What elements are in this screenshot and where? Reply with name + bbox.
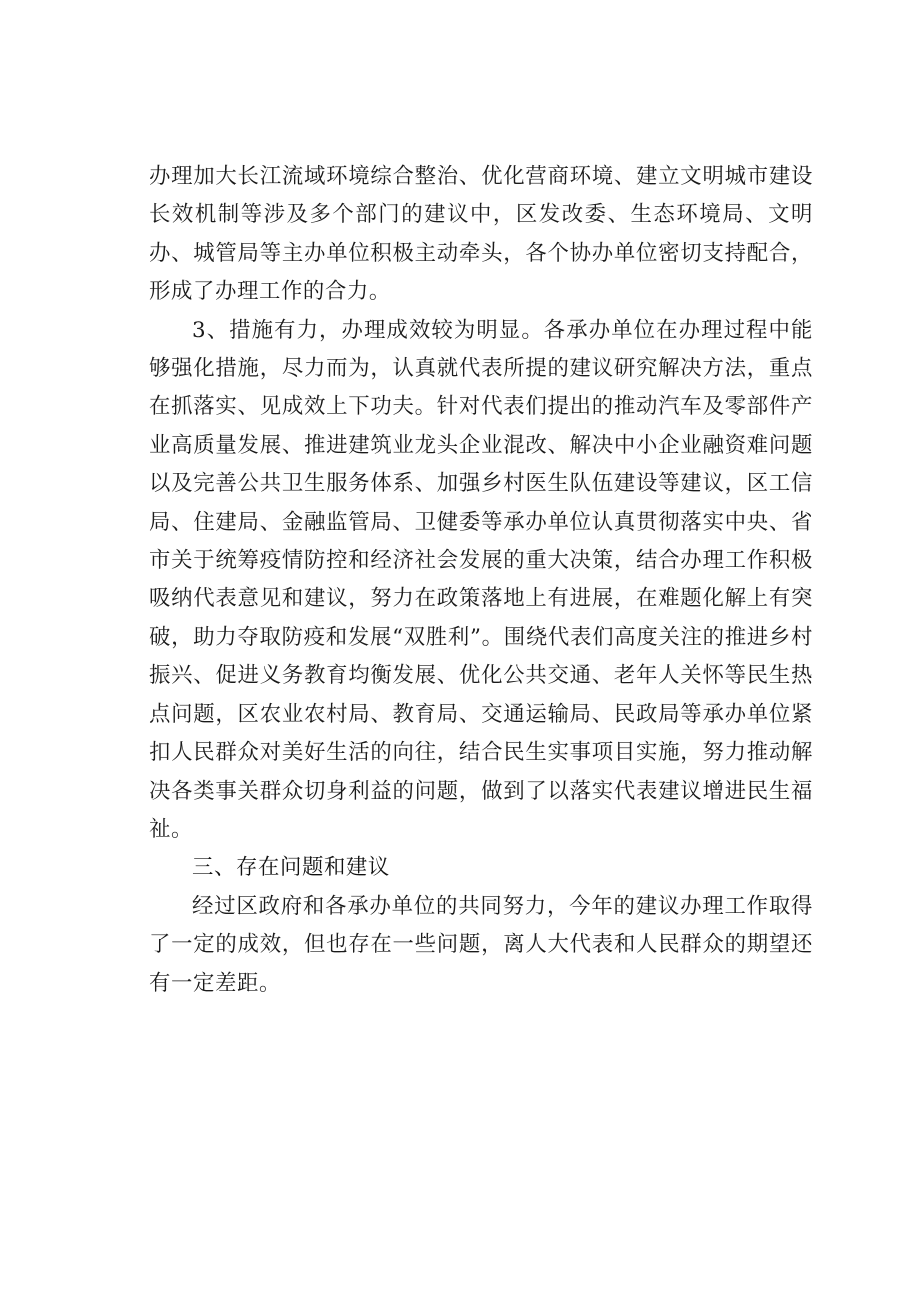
paragraph-measures: 3、措施有力，办理成效较为明显。各承办单位在办理过程中能够强化措施，尽力而为，认真就代表所提的建议研究解决方法，重点在抓落实、见成效上下功夫。针对代表们提出的推动汽车及零部件产业高质量发展、推进建筑业龙头企业混改、解决中小企业融资难问题以及完善公共卫生服务体系、加强乡村医生队伍建设等建议，区工信局、住建局、金融监管局、卫健委等承办单位认真贯彻落实中央、省市关于统筹疫情防控和经济社会发展的重大决策，结合办理工作积极吸纳代表意见和建议，努力在政策落地上有进展，在难题化解上有突破，助力夺取防疫和发展“双胜利”。围绕代表们高度关注的推进乡村振兴、促进义务教育均衡发展、优化公共交通、老年人关怀等民生热点问题，区农业农村局、教育局、交通运输局、民政局等承办单位紧扣人民群众对美好生活的向往，结合民生实事项目实施，努力推动解决各类事关群众切身利益的问题，做到了以落实代表建议增进民生福祉。: [149, 317, 813, 842]
section-heading: 三、存在问题和建议: [192, 855, 390, 881]
paragraph-continuation: 办理加大长江流域环境综合整治、优化营商环境、建立文明城市建设长效机制等涉及多个部门的建议中，区发改委、生态环境局、文明办、城管局等主办单位积极主动牵头，各个协办单位密切支持配合，形成了办理工作的合力。: [149, 164, 813, 305]
paragraph-problems: 经过区政府和各承办单位的共同努力，今年的建议办理工作取得了一定的成效，但也存在一些问题，离人大代表和人民群众的期望还有一定差距。: [149, 893, 813, 996]
document-body: [149, 158, 813, 1003]
